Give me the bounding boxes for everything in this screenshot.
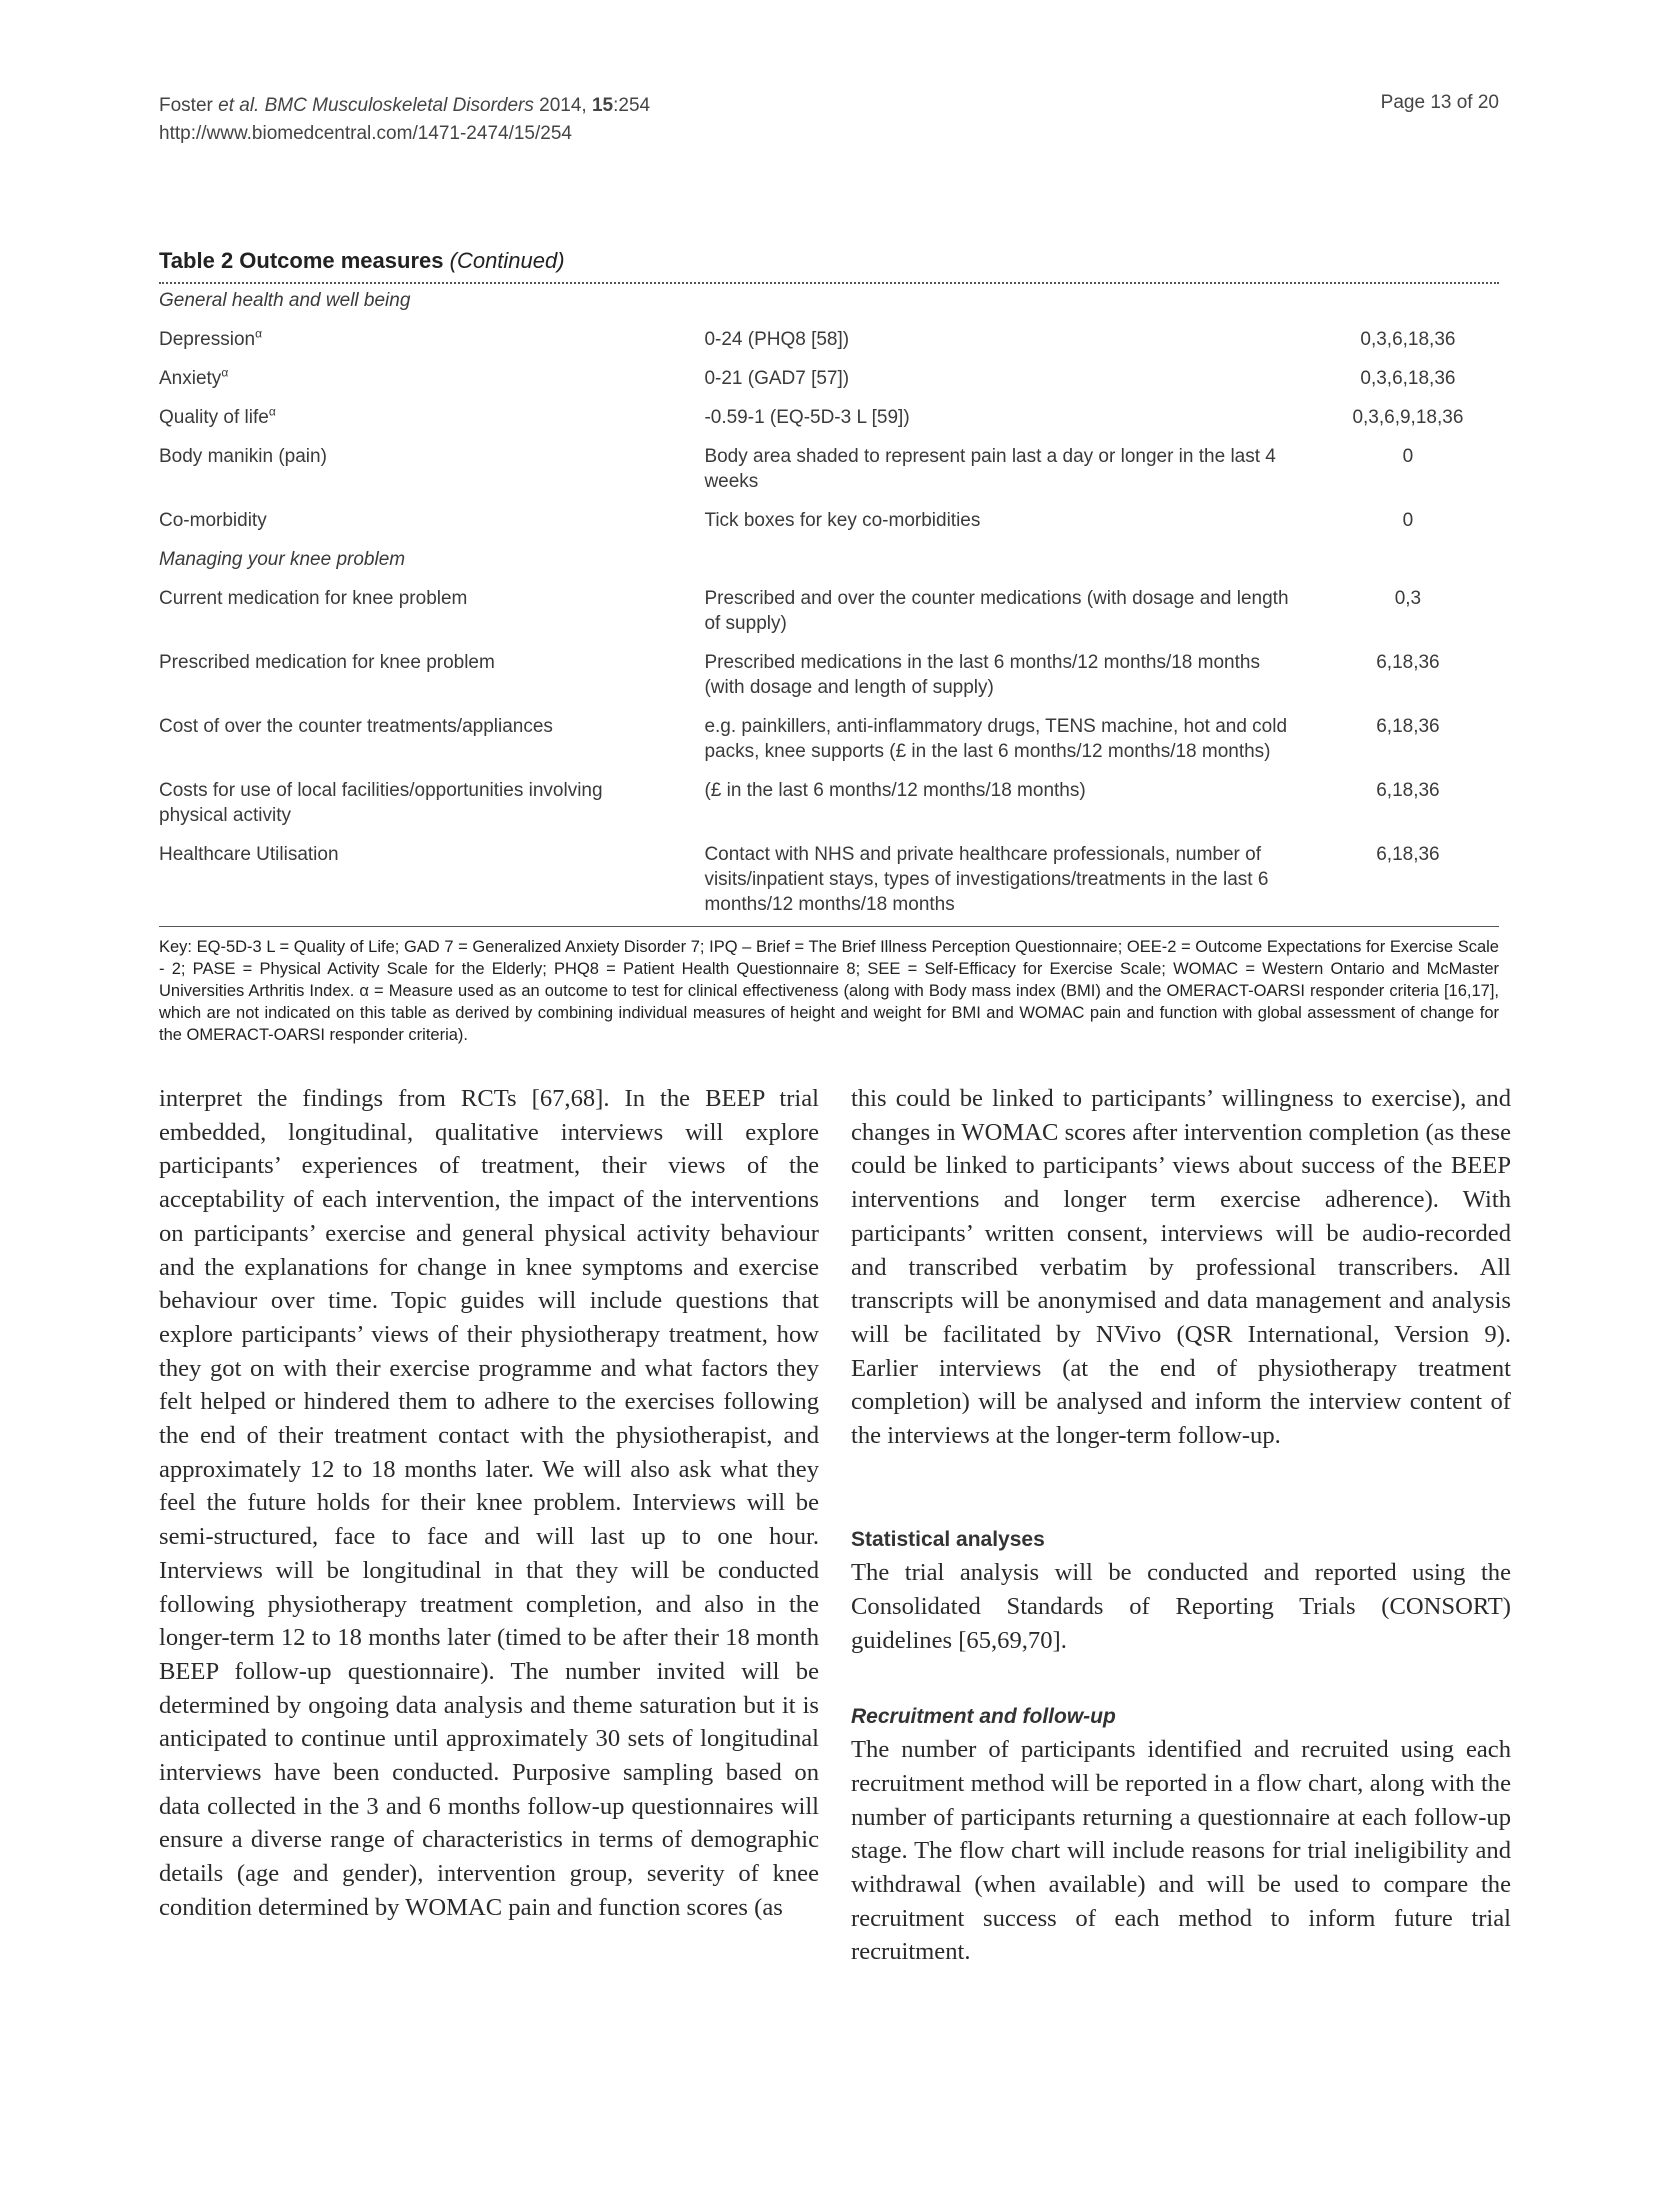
table-bottom-rule xyxy=(159,926,1499,927)
authors: Foster xyxy=(159,95,213,116)
subsection-heading-recruitment: Recruitment and follow-up xyxy=(851,1704,1116,1728)
table-footnote-key: Key: EQ-5D-3 L = Quality of Life; GAD 7 = Generalized Anxiety Disorder 7; IPQ – Brief = The Brief Illness Perception Questionnaire; OEE-2 = Outcome Expectations for Exercise Scale - 2; PASE = Physical Activity Scale for the Elderly; PHQ8 = Patient Health Questionnaire 8; SEE = Self-Efficacy for Exercise Scale; WOMAC = Western Ontario and McMaster Universities Arthritis Index. α = Measure used as an outcome to test for clinical effectiveness (along with Body mass index (BMI) and the OMERACT-OARSI responder criteria [16,17], which are not indicated on this table as derived by combining individual measures of height and weight for BMI and WOMAC pain and function with global assessment of change for the OMERACT-OARSI responder criteria). xyxy=(159,938,1499,1044)
table-row xyxy=(159,714,1499,764)
page-number: Page 13 of 20 xyxy=(1380,92,1499,113)
volume: 15 xyxy=(591,95,614,116)
tool-cell: -0.59-1 (EQ-5D-3 L [59]) xyxy=(704,407,910,428)
timepoint-cell: 6,18,36 xyxy=(1376,716,1440,737)
section-heading-statistical-analyses: Statistical analyses xyxy=(851,1527,1045,1551)
timepoint-cell: 0,3,6,9,18,36 xyxy=(1352,407,1464,428)
citation-line xyxy=(159,92,650,120)
measure-cell: Cost of over the counter treatments/appliances xyxy=(159,716,553,737)
measure-cell: Healthcare Utilisation xyxy=(159,844,339,865)
table-row xyxy=(159,366,1499,391)
body-paragraph: this could be linked to participants’ willingness to exercise), and changes in WOMAC scores after intervention completion (as these could be linked to participants’ views about success of the BEEP interventions and longer term exercise adherence). With participants’ written consent, interviews will be audio-recorded and transcribed verbatim by professional transcribers. All transcripts will be anonymised and data management and analysis will be facilitated by NVivo (QSR International, Version 9). Earlier interviews (at the end of physiotherapy treatment completion) will be analysed and inform the interview content of the interviews at the longer-term follow-up. xyxy=(851,1085,1511,1450)
timepoint-cell: 0,3 xyxy=(1394,588,1422,609)
measure-cell: Quality of life$^\alpha$ xyxy=(159,404,276,428)
section-heading-managing-knee: Managing your knee problem xyxy=(159,549,406,570)
journal-name: BMC Musculoskeletal Disorders xyxy=(264,95,534,116)
table-row xyxy=(159,327,1499,352)
measure-cell: Body manikin (pain) xyxy=(159,446,327,467)
table-row xyxy=(159,650,1499,700)
left-column xyxy=(159,1082,819,1925)
timepoint-cell: 0 xyxy=(1402,446,1414,467)
table-row xyxy=(159,444,1499,494)
table-row xyxy=(159,778,1499,828)
table-row xyxy=(159,842,1499,917)
tool-cell: Tick boxes for key co-morbidities xyxy=(704,510,981,531)
year: 2014, xyxy=(539,95,587,116)
tool-cell: Contact with NHS and private healthcare professionals, number of visits/inpatient stays, types of investigations/treatments in the last 6 months/12 months/18 months xyxy=(704,844,1269,915)
tool-cell: (£ in the last 6 months/12 months/18 months) xyxy=(704,780,1086,801)
timepoint-cell: 6,18,36 xyxy=(1376,844,1440,865)
measure-cell: Current medication for knee problem xyxy=(159,588,468,609)
body-paragraph: The trial analysis will be conducted and reported using the Consolidated Standards of Reporting Trials (CONSORT) guidelines [65,69,70]. xyxy=(851,1559,1511,1654)
tool-cell: 0-24 (PHQ8 [58]) xyxy=(704,329,850,350)
table-top-rule xyxy=(159,282,1499,284)
tool-cell: Prescribed medications in the last 6 months/12 months/18 months (with dosage and length of supply) xyxy=(704,652,1260,698)
running-header xyxy=(159,92,650,148)
tool-cell: Prescribed and over the counter medications (with dosage and length of supply) xyxy=(704,588,1289,634)
et-al: et al. xyxy=(218,95,260,116)
table-title-text: Table 2 Outcome measures xyxy=(159,248,444,273)
timepoint-cell: 6,18,36 xyxy=(1376,652,1440,673)
timepoint-cell: 6,18,36 xyxy=(1376,780,1440,801)
table-section-heading xyxy=(159,288,1499,313)
table-row xyxy=(159,586,1499,636)
measure-cell: Co-morbidity xyxy=(159,510,267,531)
body-paragraph: interpret the findings from RCTs [67,68]. In the BEEP trial embedded, longitudinal, qualitative interviews will explore participants’ experiences of treatment, their views of the acceptability of each intervention, the impact of the interventions on participants’ exercise and general physical activity behaviour and the explanations for change in knee symptoms and exercise behaviour over time. Topic guides will include questions that explore participants’ views of their physiotherapy treatment, how they got on with their exercise programme and what factors they felt helped or hindered them to adhere to the exercises following the end of their treatment contact with the physiotherapist, and approximately 12 to 18 months later. We will also ask what they feel the future holds for their knee problem. Interviews will be semi-structured, face to face and will last up to one hour. Interviews will be longitudinal in that they will be conducted following physiotherapy treatment completion, and also in the longer-term 12 to 18 months later (timed to be after their 18 month BEEP follow-up questionnaire). The number invited will be determined by ongoing data analysis and theme saturation but it is anticipated to continue until approximately 30 sets of longitudinal interviews have been conducted. Purposive sampling based on data collected in the 3 and 6 months follow-up questionnaires will ensure a diverse range of characteristics in terms of demographic details (age and gender), intervention group, severity of knee condition determined by WOMAC pain and function scores (as xyxy=(159,1085,819,1921)
measure-cell: Prescribed medication for knee problem xyxy=(159,652,495,673)
article-url[interactable]: http://www.biomedcentral.com/1471-2474/15/254 xyxy=(159,123,572,144)
right-column xyxy=(851,1082,1511,1969)
section-heading-general-health: General health and well being xyxy=(159,290,411,311)
measure-cell: Anxiety$^\alpha$ xyxy=(159,365,229,389)
alpha-marker: α xyxy=(268,404,276,419)
timepoint-cell: 0,3,6,18,36 xyxy=(1360,329,1456,350)
outcome-measures-table xyxy=(159,288,1499,917)
alpha-marker: α xyxy=(221,365,229,380)
table-title-continued: (Continued) xyxy=(449,248,565,273)
measure-cell: Depression$^\alpha$ xyxy=(159,326,263,350)
alpha-marker: α xyxy=(255,326,263,341)
timepoint-cell: 0 xyxy=(1402,510,1414,531)
measure-cell: Costs for use of local facilities/opportunities involving physical activity xyxy=(159,780,603,826)
tool-cell: Body area shaded to represent pain last a day or longer in the last 4 weeks xyxy=(704,446,1276,492)
table-title xyxy=(159,248,565,274)
table-section-heading xyxy=(159,547,1499,572)
table-row xyxy=(159,508,1499,533)
tool-cell: 0-21 (GAD7 [57]) xyxy=(704,368,850,389)
body-paragraph: The number of participants identified and recruited using each recruitment method will be reported in a flow chart, along with the number of participants returning a questionnaire at each follow-up stage. The flow chart will include reasons for trial ineligibility and withdrawal (when available) and will be used to compare the recruitment success of each method to inform future trial recruitment. xyxy=(851,1736,1511,1966)
tool-cell: e.g. painkillers, anti-inflammatory drugs, TENS machine, hot and cold packs, knee supports (£ in the last 6 months/12 months/18 months) xyxy=(704,716,1288,762)
table-row xyxy=(159,405,1499,430)
timepoint-cell: 0,3,6,18,36 xyxy=(1360,368,1456,389)
article-number: :254 xyxy=(613,95,651,116)
